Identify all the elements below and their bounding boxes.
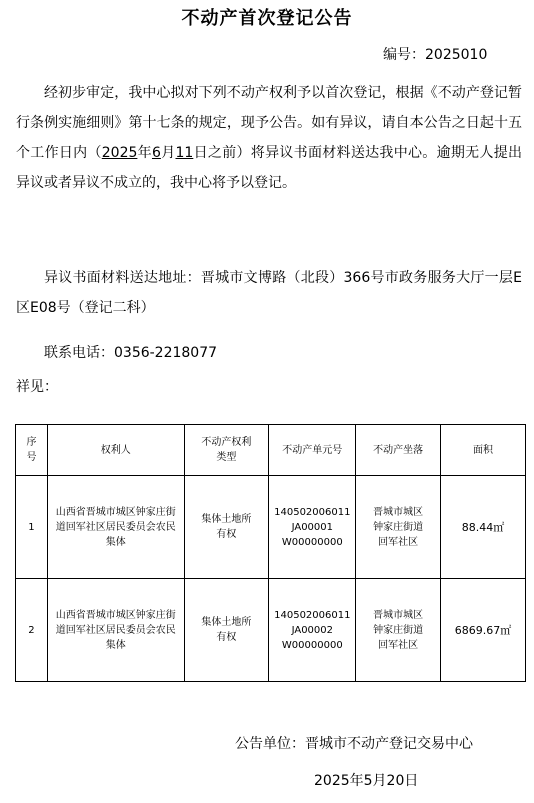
notice-text-outro: 日之前）将异议书面材料送达我中心。逾期无人提出异议或者异议不成立的，我中心将予以登记。 — [16, 145, 523, 191]
header-unit-no: 不动产单元号 — [269, 425, 356, 476]
announcement-title: 不动产首次登记公告 — [181, 8, 353, 29]
cell-unit-no: 140502006011 JA00001 W00000000 — [269, 476, 356, 579]
cell-area: 88.44㎡ — [441, 476, 526, 579]
deadline-month: 6 — [151, 145, 161, 161]
document-number: 编号：2025010 — [383, 47, 488, 63]
contact-phone: 联系电话：0356-2218077 — [44, 345, 218, 361]
table-row — [16, 476, 526, 579]
header-location: 不动产坐落 — [356, 425, 441, 476]
cell-area: 6869.67㎡ — [441, 579, 526, 682]
cell-location: 晋城市城区 钟家庄街道 回军社区 — [356, 579, 441, 682]
cell-location: 晋城市城区 钟家庄街道 回军社区 — [356, 476, 441, 579]
table-row — [16, 579, 526, 682]
property-table — [15, 424, 526, 682]
month-unit: 月 — [160, 145, 176, 161]
header-right-type: 不动产权利 类型 — [184, 425, 269, 476]
header-holder: 权利人 — [47, 425, 184, 476]
table-header-row — [16, 425, 526, 476]
cell-unit-no: 140502006011 JA00002 W00000000 — [269, 579, 356, 682]
cell-seq: 2 — [16, 579, 48, 682]
cell-holder: 山西省晋城市城区钟家庄街道回军社区居民委员会农民集体 — [47, 579, 184, 682]
cell-right-type: 集体土地所 有权 — [184, 476, 269, 579]
objection-address: 异议书面材料送达地址：晋城市文博路（北段）366号市政务服务大厅一层E区E08号（登记二科） — [16, 270, 522, 316]
notice-paragraph — [16, 78, 522, 198]
deadline-year: 2025 — [101, 145, 138, 161]
deadline-day: 11 — [175, 145, 194, 161]
cell-holder: 山西省晋城市城区钟家庄街道回军社区居民委员会农民集体 — [47, 476, 184, 579]
cell-right-type: 集体土地所 有权 — [184, 579, 269, 682]
notice-text-intro: 经初步审定，我中心拟对下列不动产权利予以首次登记，根据《不动产登记暂行条例实施细则》第十七条的规定，现予公告。如有异议，请自本公告之日起十五个工作日内（ — [16, 85, 522, 161]
cell-seq: 1 — [16, 476, 48, 579]
year-unit: 年 — [137, 145, 152, 161]
header-seq: 序 号 — [16, 425, 48, 476]
issuing-unit: 公告单位：晋城市不动产登记交易中心 — [235, 736, 473, 752]
issue-date: 2025年5月20日 — [314, 773, 419, 789]
detail-label: 祥见： — [16, 379, 58, 395]
header-area: 面积 — [441, 425, 526, 476]
